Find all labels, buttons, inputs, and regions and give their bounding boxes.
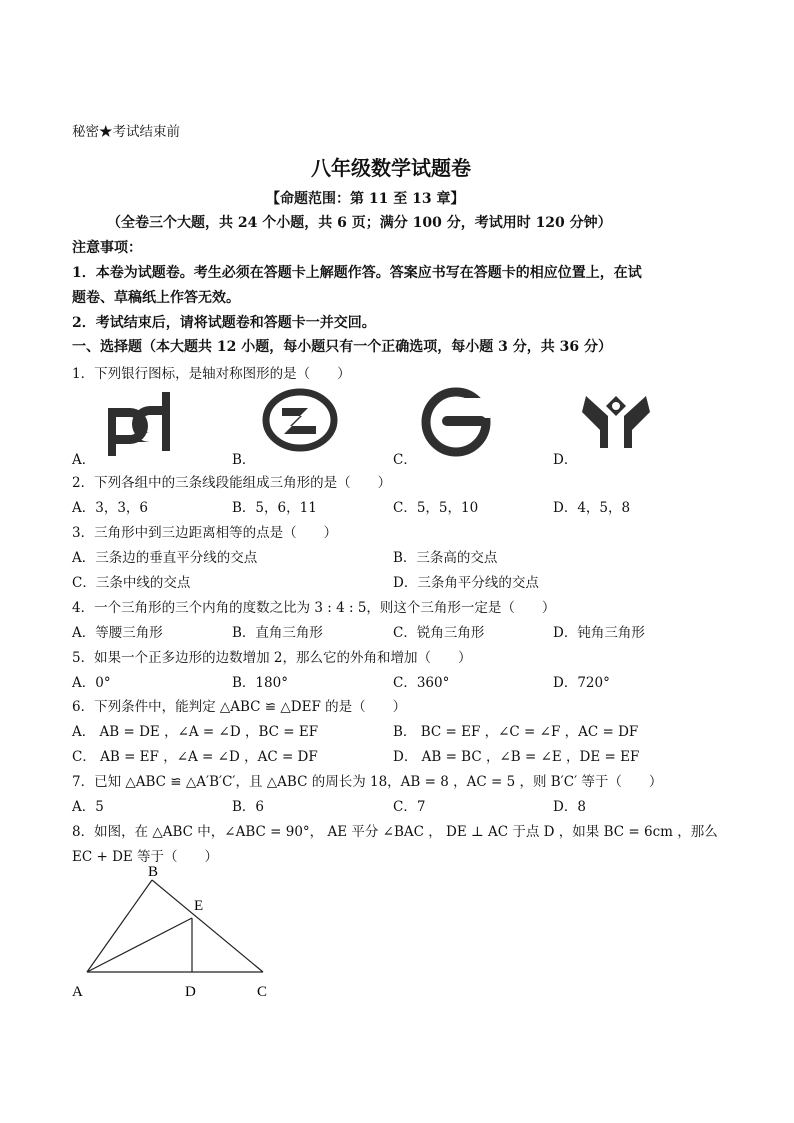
notice-item-2: 2．考试结束后，请将试题卷和答题卡一并交回。 (72, 315, 376, 331)
q5-option-d: D．720° (553, 675, 610, 691)
q4-option-a: A．等腰三角形 (72, 625, 163, 641)
question-5-stem: 5．如果一个正多边形的边数增加 2，那么它的外角和增加（ ） (72, 650, 472, 666)
q3-option-b: B．三条高的交点 (393, 550, 498, 566)
q7-option-b: B．6 (232, 799, 265, 815)
question-2-stem: 2．下列各组中的三条线段能组成三角形的是（ ） (72, 475, 392, 491)
segment-ab (87, 880, 152, 972)
q6-option-d: D． AB = BC ，∠B = ∠E ，DE = EF (393, 749, 640, 765)
question-7-stem: 7．已知 △ABC ≌ △A′B′C′，且 △ABC 的周长为 18，AB = 8 ，AC = 5 ，则 B′C′ 等于（ ） (72, 774, 663, 790)
cib-bank-logo (262, 388, 338, 456)
q7-option-a: A．5 (72, 799, 104, 815)
label-a: A (72, 984, 83, 1000)
question-1-stem: 1．下列银行图标，是轴对称图形的是（ ） (72, 366, 351, 382)
q6-option-a: A． AB = DE ，∠A = ∠D ，BC = EF (72, 724, 319, 740)
q5-option-a: A．0° (72, 675, 111, 691)
question-6-stem: 6．下列条件中，能判定 △ABC ≌ △DEF 的是（ ） (72, 699, 407, 715)
q2-option-b: B．5，6，11 (232, 500, 317, 516)
q4-option-c: C．锐角三角形 (393, 625, 485, 641)
ceb-bank-logo (420, 386, 492, 462)
section-heading: 一、选择题（本大题共 12 小题，每小题只有一个正确选项，每小题 3 分，共 36 分） (72, 339, 612, 355)
notice-heading: 注意事项： (72, 240, 142, 256)
label-c: C (257, 984, 268, 1000)
q2-option-c: C．5，5，10 (393, 500, 479, 516)
segment-bc (152, 880, 263, 972)
q4-option-d: D．钝角三角形 (553, 625, 645, 641)
q6-option-b: B． BC = EF ，∠C = ∠F ，AC = DF (393, 724, 639, 740)
spd-bank-logo (100, 390, 180, 464)
secret-label: 秘密★考试结束前 (72, 124, 180, 140)
q1-option-c: C． (393, 452, 417, 468)
bank-d-logo (578, 390, 654, 460)
question-3-stem: 3．三角形中到三边距离相等的点是（ ） (72, 525, 338, 541)
q7-option-c: C．7 (393, 799, 426, 815)
triangle-figure (66, 862, 286, 1011)
q6-option-c: C． AB = EF ，∠A = ∠D ，AC = DF (72, 749, 318, 765)
page-title: 八年级数学试题卷 (311, 156, 471, 180)
q2-option-d: D．4，5，8 (553, 500, 631, 516)
segment-ae (87, 918, 192, 972)
question-8-stem-cont: EC + DE 等于（ ） (72, 849, 219, 865)
q4-option-b: B．直角三角形 (232, 625, 323, 641)
notice-item-1: 1．本卷为试题卷。考生必须在答题卡上解题作答。答案应书写在答题卡的相应位置上，在试 (72, 265, 642, 281)
q2-option-a: A．3，3，6 (72, 500, 149, 516)
notice-item-1-cont: 题卷、草稿纸上作答无效。 (72, 290, 240, 306)
question-4-stem: 4．一个三角形的三个内角的度数之比为 3 : 4 : 5，则这个三角形一定是（ ） (72, 600, 556, 616)
q7-option-d: D．8 (553, 799, 586, 815)
q5-option-b: B．180° (232, 675, 288, 691)
q5-option-c: C．360° (393, 675, 450, 691)
q1-option-d: D． (553, 452, 578, 468)
question-8-stem: 8．如图，在 △ABC 中，∠ABC = 90°， AE 平分 ∠BAC ， DE ⊥ AC 于点 D ，如果 BC = 6cm ，那么 (72, 824, 718, 840)
q1-option-b: B． (232, 452, 256, 468)
label-b: B (148, 864, 159, 880)
label-e: E (194, 898, 204, 914)
q3-option-c: C．三条中线的交点 (72, 575, 191, 591)
q3-option-a: A．三条边的垂直平分线的交点 (72, 550, 258, 566)
q1-option-a: A． (72, 452, 96, 468)
exam-scope: 【命题范围：第 11 至 13 章】 (266, 191, 465, 207)
label-d: D (185, 984, 196, 1000)
q3-option-d: D．三条角平分线的交点 (393, 575, 539, 591)
exam-info: （全卷三个大题，共 24 个小题，共 6 页；满分 100 分，考试用时 120 分钟） (107, 215, 612, 231)
